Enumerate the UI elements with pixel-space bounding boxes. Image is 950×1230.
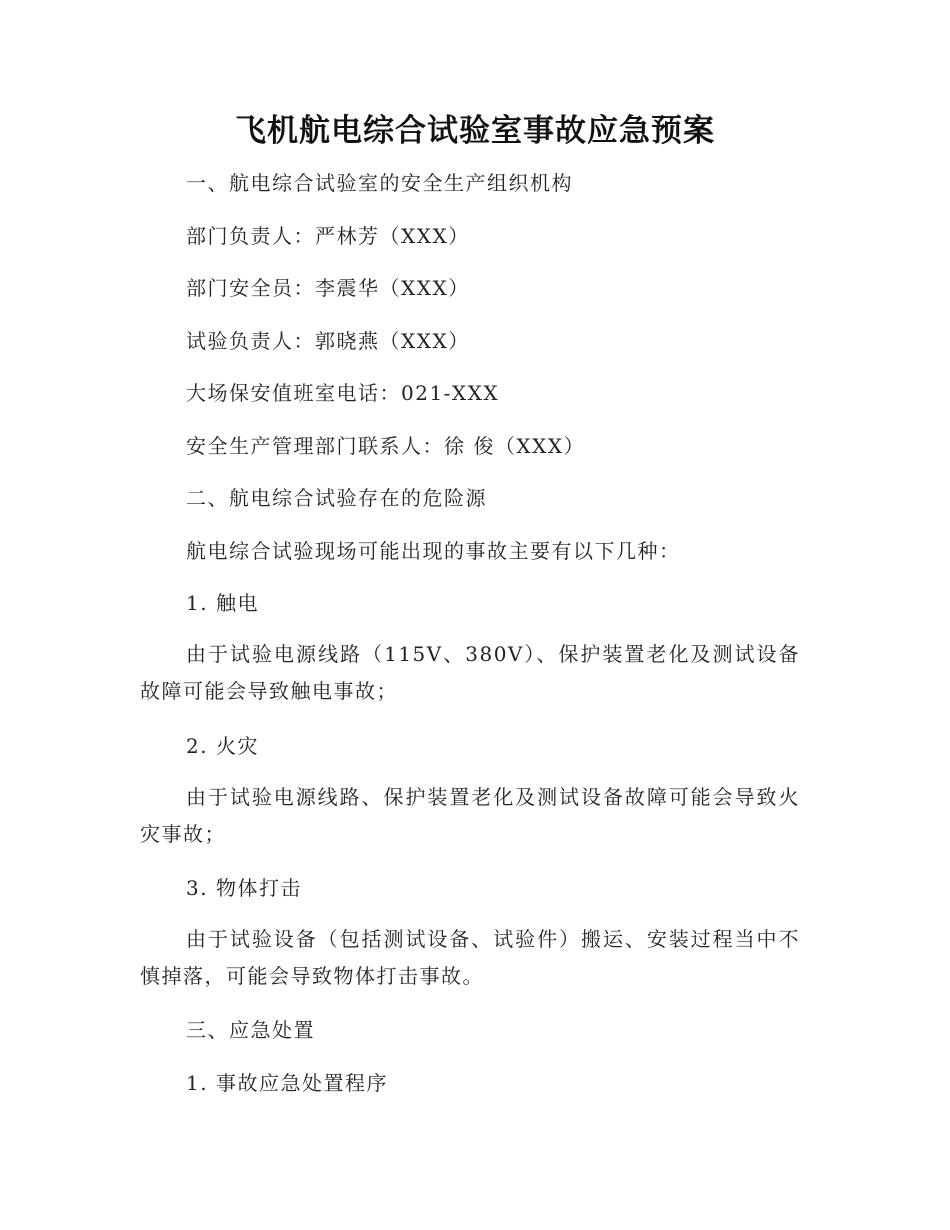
hazard-item-electric-shock: 1. 触电 — [186, 591, 259, 615]
department-safety-officer-line: 部门安全员：李震华（XXX） — [186, 276, 470, 300]
hazards-intro-line: 航电综合试验现场可能出现的事故主要有以下几种： — [186, 539, 681, 563]
hazard-item-fire: 2. 火灾 — [186, 734, 259, 758]
section-heading-hazards: 二、航电综合试验存在的危险源 — [186, 486, 487, 510]
electric-shock-description: 由于试验电源线路（115V、380V）、保护装置老化及测试设备故障可能会导致触电事故； — [140, 642, 800, 703]
hazard-item-object-strike: 3. 物体打击 — [186, 876, 302, 900]
security-phone-line: 大场保安值班室电话：021-XXX — [186, 381, 500, 405]
object-strike-description: 由于试验设备（包括测试设备、试验件）搬运、安装过程当中不慎掉落，可能会导致物体打击事故。 — [140, 927, 800, 988]
section-heading-emergency: 三、应急处置 — [186, 1018, 315, 1042]
safety-contact-line: 安全生产管理部门联系人：徐 俊（XXX） — [186, 434, 586, 458]
test-head-line: 试验负责人：郭晓燕（XXX） — [186, 329, 470, 353]
emergency-procedure-item: 1. 事故应急处置程序 — [186, 1071, 388, 1095]
section-heading-organization: 一、航电综合试验室的安全生产组织机构 — [186, 171, 573, 195]
document-title: 飞机航电综合试验室事故应急预案 — [235, 113, 715, 149]
fire-description: 由于试验电源线路、保护装置老化及测试设备故障可能会导致火灾事故； — [140, 785, 800, 846]
department-head-line: 部门负责人：严林芳（XXX） — [186, 224, 470, 248]
